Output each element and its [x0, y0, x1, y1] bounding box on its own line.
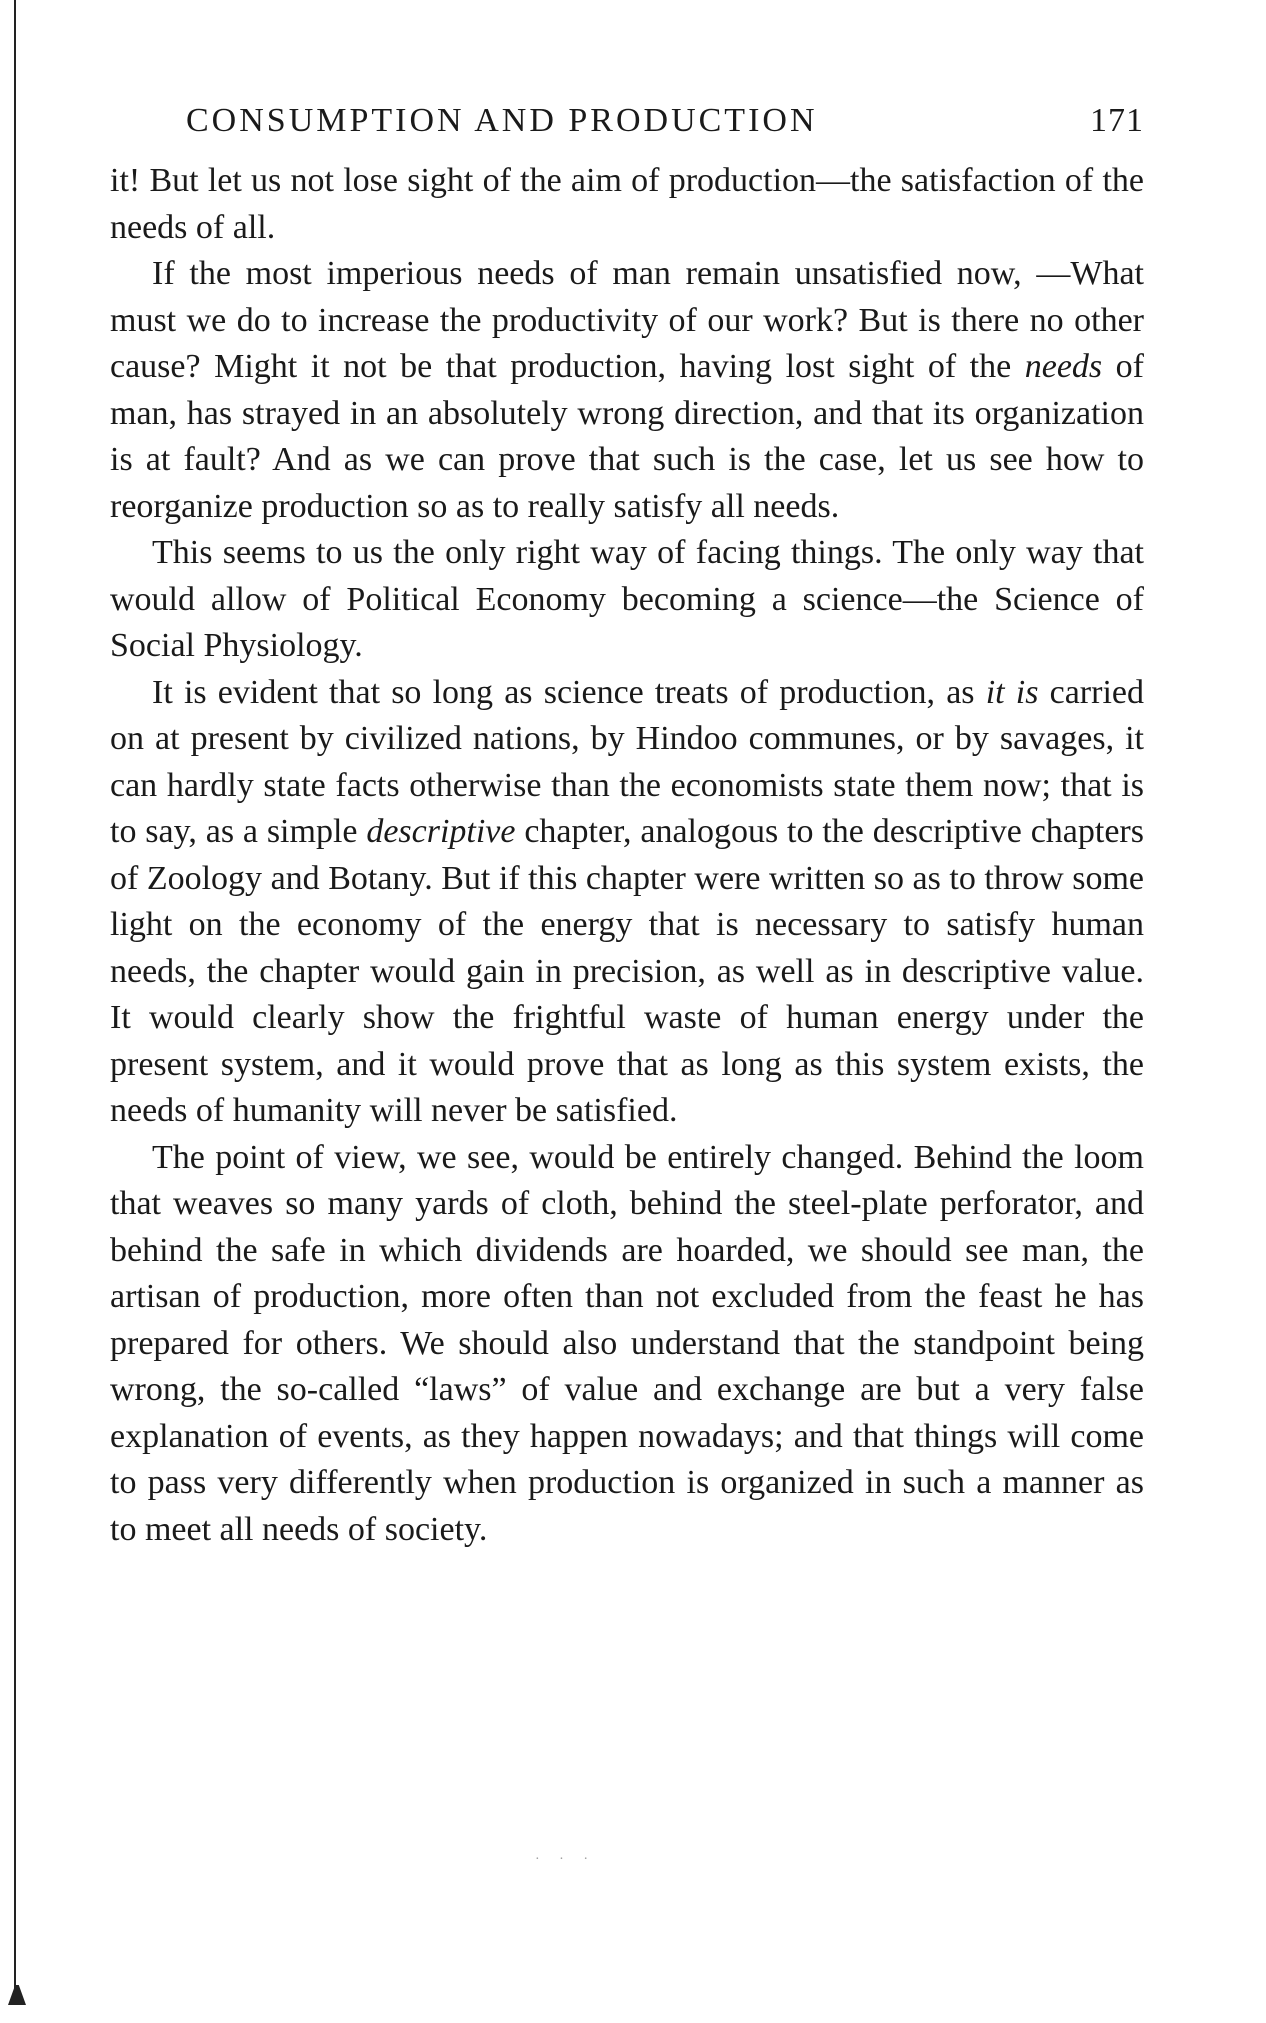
paragraph-4-italic-it-is: it is: [985, 673, 1039, 711]
book-page: [110, 102, 1144, 1553]
paragraph-2-text-a: If the most imperious needs of man remain unsatisfied now, —What must we do to increase the productivity of our work? But is there no other cause? Might it not be that production, having lost sight of the: [110, 255, 1144, 385]
paragraph-4-text-b: carried on at present by civilized nations, by Hindoo communes, or by savages, it can hardly state facts otherwise than the economists state them now; that is to say, as a simple: [110, 673, 1144, 850]
running-title: CONSUMPTION AND PRODUCTION: [186, 102, 818, 139]
paragraph-1-text: it! But let us not lose sight of the aim of production—the satisfaction of the needs of all.: [110, 162, 1144, 246]
page-number: 171: [1090, 102, 1144, 139]
paragraph-4: [110, 670, 1144, 1135]
page-edge-rule-foot: [8, 1985, 26, 2005]
paragraph-3-text: This seems to us the only right way of facing things. The only way that would allow of Political Economy becoming a science—the Science of Social Physiology.: [110, 534, 1144, 664]
body-text: [110, 158, 1144, 1553]
paragraph-4-text-a: It is evident that so long as science treats of production, as: [152, 673, 986, 711]
paragraph-2-text-b: of man, has strayed in an absolutely wrong direction, and that its organization is at fault? And as we can prove that such is the case, let us see how to reorganize production so as to really satisfy all needs.: [110, 348, 1144, 525]
running-head: [110, 102, 1144, 158]
paragraph-2-italic-needs: needs: [1024, 348, 1103, 385]
page-edge-rule: [14, 0, 16, 1990]
paragraph-2: [110, 251, 1144, 530]
paragraph-5-text: The point of view, we see, would be entirely changed. Behind the loom that weaves so many yards of cloth, behind the steel-plate perforator, and behind the safe in which dividends are hoarded, we should see man, the artisan of production, more often than not excluded from the feast he has prepared for others. We should also understand that the standpoint being wrong, the so-called “laws” of value and exchange are but a very false explanation of events, as they happen nowadays; and that things will come to pass very differently when production is organized in such a manner as to meet all needs of society.: [110, 1138, 1144, 1548]
paragraph-5: [110, 1135, 1144, 1554]
paragraph-3: [110, 530, 1144, 670]
paragraph-1: [110, 158, 1144, 251]
paragraph-4-italic-descriptive: descriptive: [366, 813, 516, 850]
print-specks: · · ·: [535, 1852, 596, 1867]
paragraph-4-text-c: chapter, analogous to the descriptive chapters of Zoology and Botany. But if this chapter were written so as to throw some light on the economy of the energy that is necessary to satisfy human needs, the chapter would gain in precision, as well as in descriptive value. It would clearly show the frightful waste of human energy under the present system, and it would prove that as long as this system exists, the needs of humanity will never be satisfied.: [110, 813, 1144, 1129]
